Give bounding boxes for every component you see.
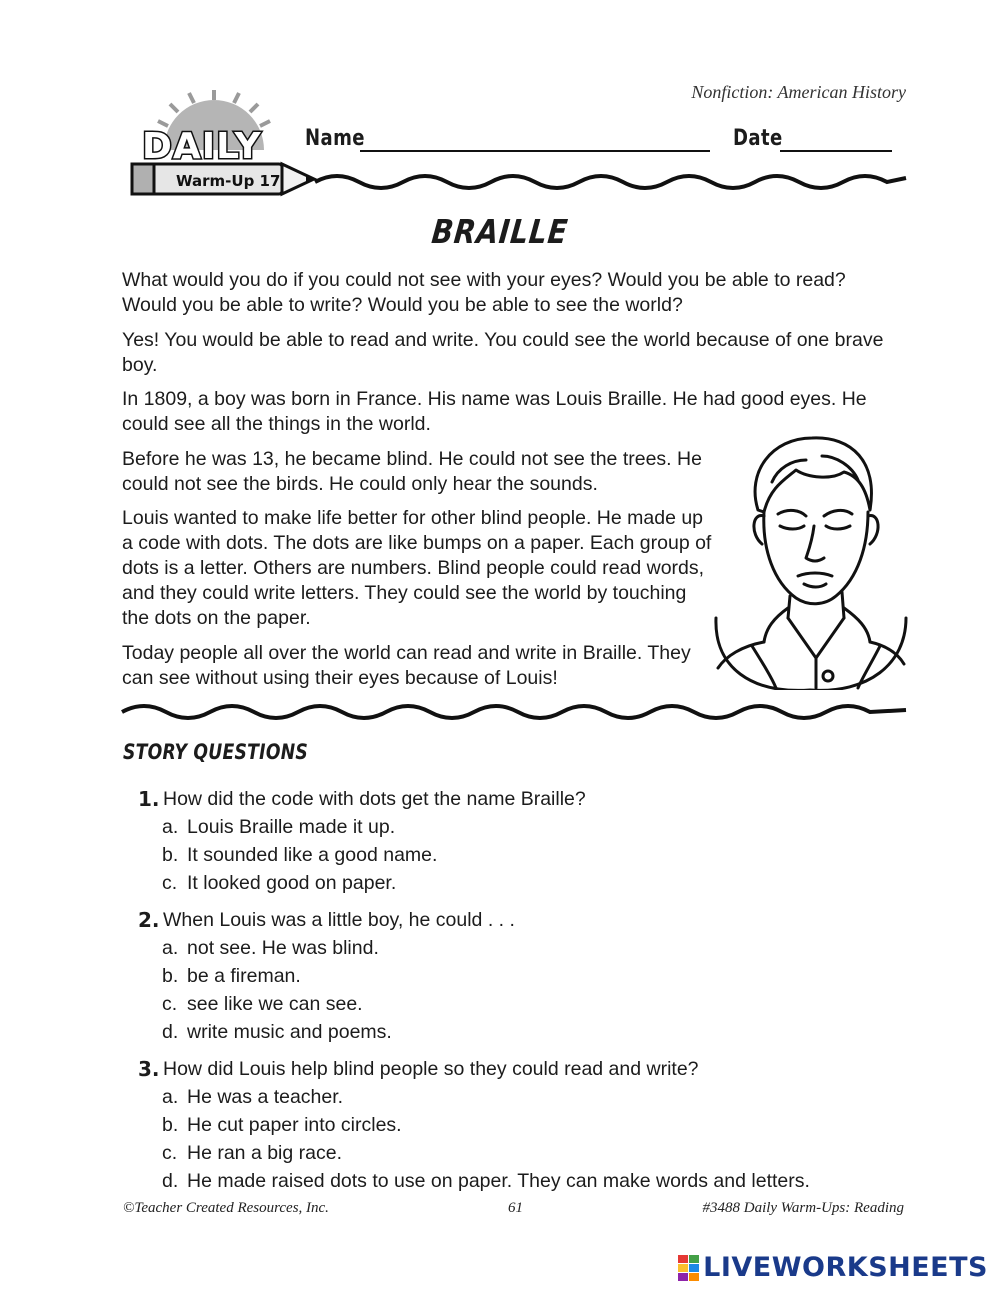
option-text: be a fireman.: [187, 965, 301, 987]
answer-option[interactable]: [138, 1139, 918, 1167]
option-letter: c.: [162, 872, 178, 894]
question-text: How did the code with dots get the name Braille?: [163, 788, 586, 810]
footer-copyright: ©Teacher Created Resources, Inc.: [123, 1200, 329, 1216]
questions-list: [138, 785, 918, 1204]
option-text: He cut paper into circles.: [187, 1114, 402, 1136]
option-letter: a.: [162, 1086, 179, 1108]
badge-daily-text: DAILY: [142, 126, 262, 167]
question-1: [138, 785, 918, 897]
option-letter: a.: [162, 816, 179, 838]
question-number: 1.: [138, 787, 160, 811]
badge-warmup-text: Warm-Up 17: [176, 172, 281, 190]
option-letter: b.: [162, 1114, 179, 1136]
option-text: It sounded like a good name.: [187, 844, 438, 866]
option-letter: c.: [162, 1142, 178, 1164]
question-3: [138, 1055, 918, 1195]
category-label: Nonfiction: American History: [691, 82, 906, 102]
name-field[interactable]: [360, 150, 710, 152]
footer-page-number: 61: [508, 1200, 523, 1216]
liveworksheets-logo-icon: [678, 1255, 700, 1281]
answer-option[interactable]: [138, 1111, 918, 1139]
option-text: write music and poems.: [187, 1021, 392, 1043]
story-questions-heading: STORY QUESTIONS: [123, 740, 309, 764]
answer-option[interactable]: [138, 1083, 918, 1111]
passage-paragraph: Today people all over the world can read and write in Braille. They can see without using their eyes because of Louis!: [122, 641, 691, 689]
question-number: 2.: [138, 908, 160, 932]
date-field[interactable]: [780, 150, 892, 152]
option-letter: d.: [162, 1170, 179, 1192]
answer-option[interactable]: [138, 1018, 918, 1046]
date-label: Date: [733, 126, 783, 151]
louis-braille-portrait: [712, 432, 908, 690]
passage-wave-divider: [0, 700, 1000, 724]
question-2: [138, 906, 918, 1046]
passage-paragraph: What would you do if you could not see with your eyes? Would you be able to read? Would you be able to write? Would you be able to see the world?: [122, 269, 846, 316]
option-text: not see. He was blind.: [187, 937, 379, 959]
question-text: When Louis was a little boy, he could . . .: [163, 909, 515, 931]
answer-option[interactable]: [138, 869, 918, 897]
answer-option[interactable]: [138, 962, 918, 990]
question-text: How did Louis help blind people so they could read and write?: [163, 1058, 699, 1080]
footer-book-title: #3488 Daily Warm-Ups: Reading: [702, 1200, 904, 1216]
answer-option[interactable]: [138, 1167, 918, 1195]
option-text: He ran a big race.: [187, 1142, 343, 1164]
answer-option[interactable]: [138, 813, 918, 841]
option-text: He was a teacher.: [187, 1086, 344, 1108]
liveworksheets-watermark[interactable]: [678, 1252, 988, 1283]
liveworksheets-wordmark: LIVEWORKSHEETS: [703, 1252, 988, 1283]
header-wave-divider: [0, 170, 1000, 194]
answer-option[interactable]: [138, 990, 918, 1018]
answer-option[interactable]: [138, 934, 918, 962]
option-letter: c.: [162, 993, 178, 1015]
option-letter: b.: [162, 844, 179, 866]
passage-paragraph: In 1809, a boy was born in France. His name was Louis Braille. He had good eyes. He could see all the things in the world.: [122, 388, 867, 435]
question-number: 3.: [138, 1057, 160, 1081]
passage-paragraph: Before he was 13, he became blind. He could not see the trees. He could not see the birds. He could only hear the sounds.: [122, 447, 702, 495]
passage-paragraph: Louis wanted to make life better for other blind people. He made up a code with dots. The dots are like bumps on a paper. Each group of dots is a letter. Others are numbers. Blind people could read words, and they could write letters. They could see the world by touching the dots on the paper.: [122, 507, 712, 629]
name-label: Name: [305, 126, 365, 151]
worksheet-title: BRAILLE: [429, 212, 571, 251]
option-letter: d.: [162, 1021, 179, 1043]
option-text: see like we can see.: [187, 993, 363, 1015]
passage-paragraph: Yes! You would be able to read and write. You could see the world because of one brave boy.: [122, 328, 884, 376]
option-text: Louis Braille made it up.: [187, 816, 396, 838]
option-letter: b.: [162, 965, 179, 987]
option-text: He made raised dots to use on paper. They can make words and letters.: [187, 1170, 810, 1192]
answer-option[interactable]: [138, 841, 918, 869]
option-text: It looked good on paper.: [187, 872, 397, 894]
option-letter: a.: [162, 937, 179, 959]
